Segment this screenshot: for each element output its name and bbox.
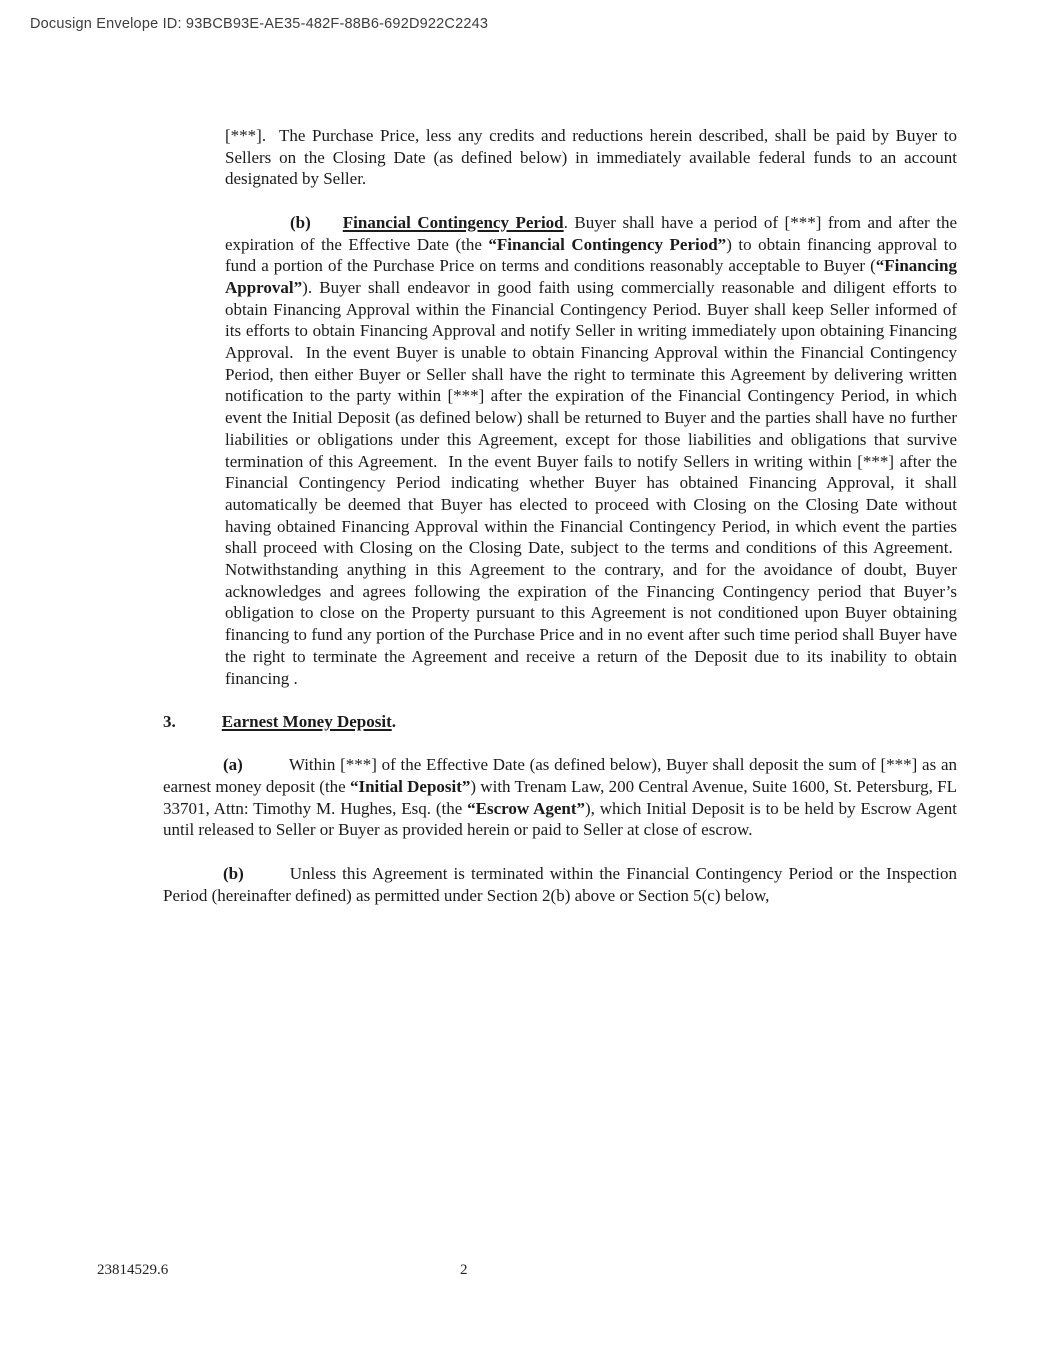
text-run: Financial Contingency Period bbox=[342, 212, 564, 232]
para-initial-deposit bbox=[163, 754, 957, 841]
text-run: . Buyer shall have a period of [***] from and after the expiration of the Effective Date (the bbox=[225, 212, 957, 254]
text-run: (b) bbox=[223, 863, 244, 883]
text-run: “Initial Deposit” bbox=[349, 777, 471, 797]
text-run: “Financing Approval” bbox=[225, 256, 957, 297]
text-run: 3. bbox=[163, 711, 176, 731]
text-run: Unless this Agreement is terminated within the Financial Contingency Period or the Inspection Period (hereinafter defined) as permitted under Section 2(b) above or Section 5(c) below, bbox=[163, 863, 957, 905]
text-run: [***]. The Purchase Price, less any credits and reductions herein described, shall be paid by Buyer to Sellers on the Closing Date (as defined below) in immediately available federal funds to an account designated by Seller. bbox=[225, 126, 957, 189]
text-run: (b) bbox=[290, 212, 311, 232]
para-purchase-price-continuation bbox=[225, 125, 957, 190]
text-run: . bbox=[391, 711, 396, 731]
footer-page-number: 2 bbox=[460, 1262, 468, 1278]
text-run: (a) bbox=[223, 755, 243, 775]
heading-earnest-money-deposit bbox=[163, 711, 957, 733]
para-financial-contingency-period bbox=[225, 212, 957, 689]
footer-document-number: 23814529.6 bbox=[97, 1262, 169, 1278]
text-run: Within [***] of the Effective Date (as defined below), Buyer shall deposit the sum of [***] as an earnest money deposit (the bbox=[163, 755, 957, 797]
text-run: ). Buyer shall endeavor in good faith using commercially reasonable and diligent efforts to obtain Financing Approval within the Financial Contingency Period. Buyer shall keep Seller informed of its efforts to obtain Financing Approval and notify Seller in writing immediately upon obtaining Financing Approval. In the event Buyer is unable to obtain Financing Approval within the Financial Contingency Period, then either Buyer or Seller shall have the right to terminate this Agreement by delivering written notification to the party within [***] after the expiration of the Financial Contingency Period, in which event the Initial Deposit (as defined below) shall be returned to Buyer and the parties shall have no further liabilities or obligations under this Agreement, except for those liabilities and obligations that survive termination of this Agreement. In the event Buyer fails to notify Sellers in writing within [***] after the Financial Contingency Period indicating whether Buyer has obtained Financing Approval, it shall automatically be deemed that Buyer has elected to proceed with Closing on the Closing Date without having obtained Financing Approval within the Financial Contingency Period, in which event the parties shall proceed with Closing on the Closing Date, subject to the terms and conditions of this Agreement. Notwithstanding anything in this Agreement to the contrary, and for the avoidance of doubt, Buyer acknowledges and agrees following the expiration of the Financing Contingency period that Buyer’s obligation to close on the Property pursuant to this Agreement is not conditioned upon Buyer obtaining financing to fund any portion of the Purchase Price and in no event after such time period shall Buyer have the right to terminate the Agreement and receive a return of the Deposit due to its inability to obtain financing . bbox=[225, 277, 957, 688]
text-run: Earnest Money Deposit bbox=[221, 711, 392, 731]
text-run: “Financial Contingency Period” bbox=[488, 234, 727, 254]
para-deposit-termination bbox=[163, 863, 957, 906]
text-run: ) with Trenam Law, 200 Central Avenue, Suite 1600, St. Petersburg, FL 33701, Attn: Timothy M. Hughes, Esq. (the bbox=[163, 777, 957, 818]
document-paragraphs bbox=[163, 125, 957, 906]
text-run: ), which Initial Deposit is to be held by Escrow Agent until released to Seller or Buyer as provided herein or paid to Seller at close of escrow. bbox=[163, 798, 957, 840]
docusign-envelope-id: Docusign Envelope ID: 93BCB93E-AE35-482F-88B6-692D922C2243 bbox=[30, 16, 489, 32]
text-run: ) to obtain financing approval to fund a portion of the Purchase Price on terms and conditions reasonably acceptable to Buyer ( bbox=[225, 234, 957, 276]
text-run: “Escrow Agent” bbox=[467, 798, 586, 818]
